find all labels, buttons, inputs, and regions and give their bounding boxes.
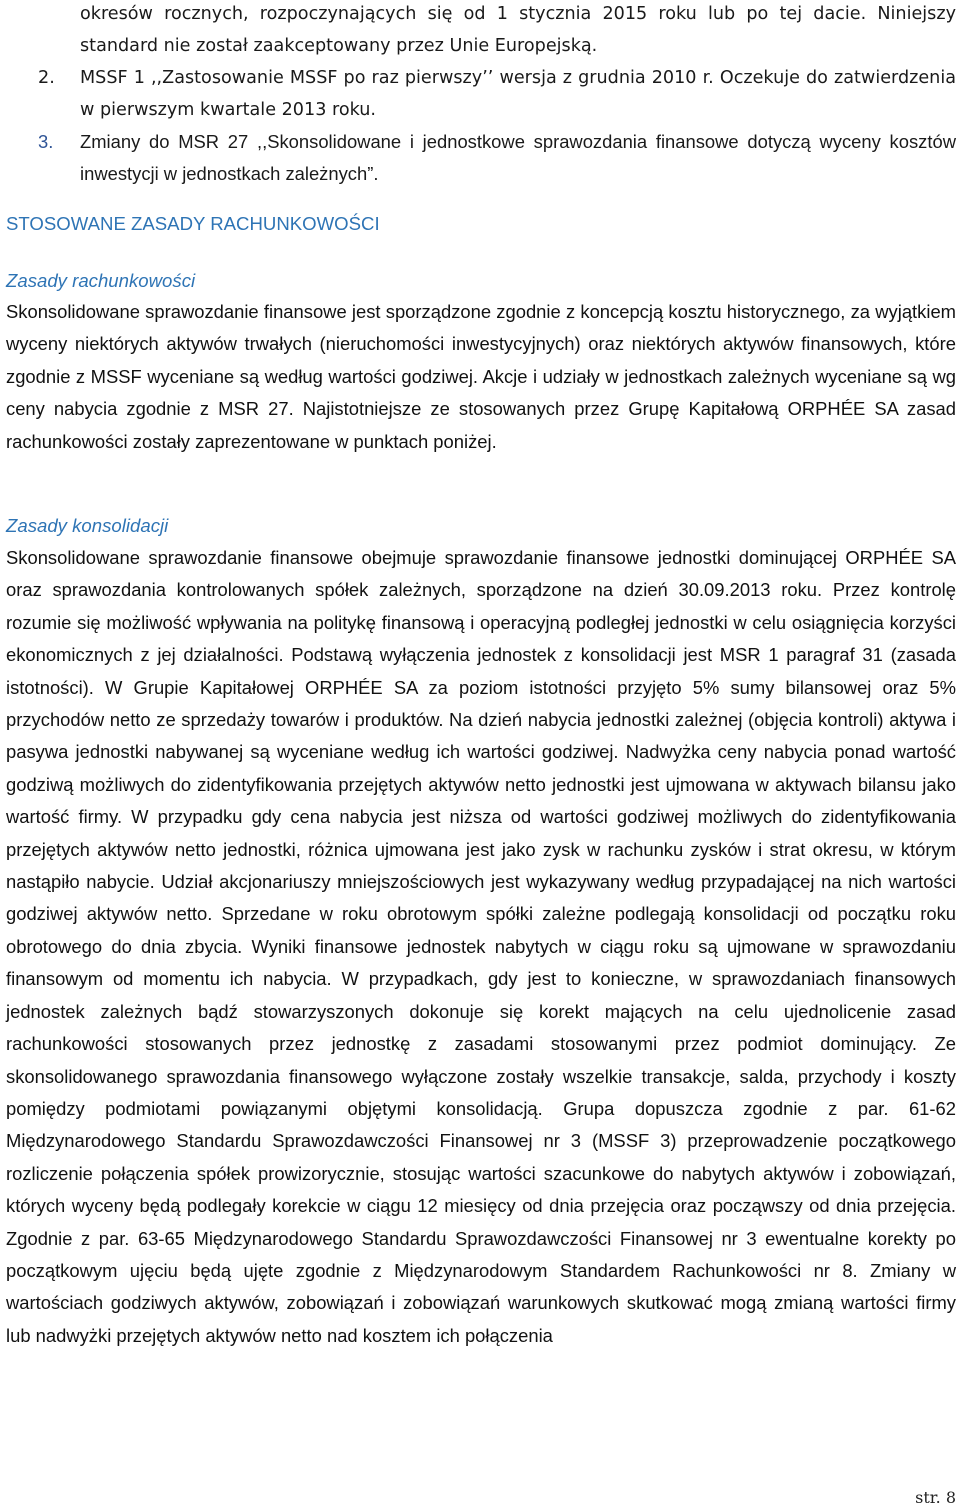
list-item-number: 2. [38, 68, 55, 88]
list-item-text: Zmiany do MSR 27 ,,Skonsolidowane i jednostkowe sprawozdania finansowe dotyczą wyceny kosztów inwestycji w jednostkach zależnych”. [80, 131, 956, 184]
page-number: str. 8 [915, 1488, 956, 1507]
section-heading: STOSOWANE ZASADY RACHUNKOWOŚCI [6, 213, 380, 234]
list-item [38, 0, 956, 62]
list-item-number: 3. [38, 131, 54, 152]
list-item-text: MSSF 1 ,,Zastosowanie MSSF po raz pierwszy’’ wersja z grudnia 2010 r. Oczekuje do zatwierdzenia w pierwszym kwartale 2013 roku. [80, 68, 956, 120]
subsection-title-accounting-principles: Zasady rachunkowości [6, 270, 196, 291]
standards-list [38, 0, 956, 190]
consolidation-principles-paragraph: Skonsolidowane sprawozdanie finansowe obejmuje sprawozdanie finansowe jednostki dominującej ORPHÉE SA oraz sprawozdania kontrolowanych spółek zależnych, sporządzone na dzień 30.09.2013 roku. Przez kontrolę rozumie się możliwość wpływania na politykę finansową i operacyjną podległej jednostki w celu osiągnięcia korzyści ekonomicznych z jej działalności. Podstawą wyłączenia jednostek z konsolidacji jest MSR 1 paragraf 31 (zasada istotności). W Grupie Kapitałowej ORPHÉE SA za poziom istotności przyjęto 5% sumy bilansowej oraz 5% przychodów netto ze sprzedaży towarów i produktów. Na dzień nabycia jednostki zależnej (objęcia kontroli) aktywa i pasywa jednostki nabywanej są wyceniane według ich wartości godziwej. Nadwyżka ceny nabycia ponad wartość godziwą możliwych do zidentyfikowania przejętych aktywów netto jednostki jest ujmowana w aktywach bilansu jako wartość firmy. W przypadku gdy cena nabycia jest niższa od wartości godziwej możliwych do zidentyfikowania przejętych aktywów netto jednostki, różnica ujmowana jest jako zysk w rachunku zysków i strat okresu, w którym nastąpiło nabycie. Udział akcjonariuszy mniejszościowych jest wykazywany według przypadającej na nich wartości godziwej aktywów netto. Sprzedane w roku obrotowym spółki zależne podlegają konsolidacji od początku roku obrotowego do dnia zbycia. Wyniki finansowe jednostek nabytych w ciągu roku są ujmowane w sprawozdaniu finansowym od momentu ich nabycia. W przypadkach, gdy jest to konieczne, w sprawozdaniach finansowych jednostek zależnych bądź stowarzyszonych dokonuje się korekt mających na celu ujednolicenie zasad rachunkowości stosowanych przez jednostkę z zasadami stosowanymi przez podmiot dominujący. Ze skonsolidowanego sprawozdania finansowego wyłączone zostały wszelkie transakcje, salda, przychody i koszty pomiędzy podmiotami powiązanymi objętymi konsolidacją. Grupa dopuszcza zgodnie z par. 61-62 Międzynarodowego Standardu Sprawozdawczości Finansowej nr 3 (MSSF 3) przeprowadzenie początkowego rozliczenie połączenia spółek prowizorycznie, stosując wartości szacunkowe do nabytych aktywów i zobowiązań, których wyceny będą podlegały korekcie w ciągu 12 miesięcy od dnia przejęcia oraz począwszy od dnia przejęcia. Zgodnie z par. 63-65 Międzynarodowego Standardu Sprawozdawczości Finansowej nr 3 ewentualne korekty po początkowym ujęciu będą ujęte zgodnie z Międzynarodowym Standardem Rachunkowości nr 8. Zmiany w wartościach godziwych aktywów, zobowiązań i zobowiązań warunkowych skutkować mogą zmianą wartości firmy lub nadwyżki przejętych aktywów netto nad kosztem ich połączenia [6, 547, 956, 1346]
subsection-title-consolidation-principles: Zasady konsolidacji [6, 515, 169, 536]
list-item [38, 62, 956, 126]
list-item-text: okresów rocznych, rozpoczynających się od 1 stycznia 2015 roku lub po tej dacie. Niniejszy standard nie został zaakceptowany przez Unie Europejską. [80, 4, 956, 56]
accounting-principles-paragraph: Skonsolidowane sprawozdanie finansowe jest sporządzone zgodnie z koncepcją kosztu historycznego, za wyjątkiem wyceny niektórych aktywów trwałych (nieruchomości inwestycyjnych) oraz niektórych aktywów finansowych, które zgodnie z MSSF wyceniane są według wartości godziwej. Akcje i udziały w jednostkach zależnych wyceniane są wg ceny nabycia zgodnie z MSR 27. Najistotniejsze ze stosowanych przez Grupę Kapitałową ORPHÉE SA zasad rachunkowości zostały zaprezentowane w punktach poniżej. [6, 301, 956, 452]
list-item [38, 126, 956, 190]
